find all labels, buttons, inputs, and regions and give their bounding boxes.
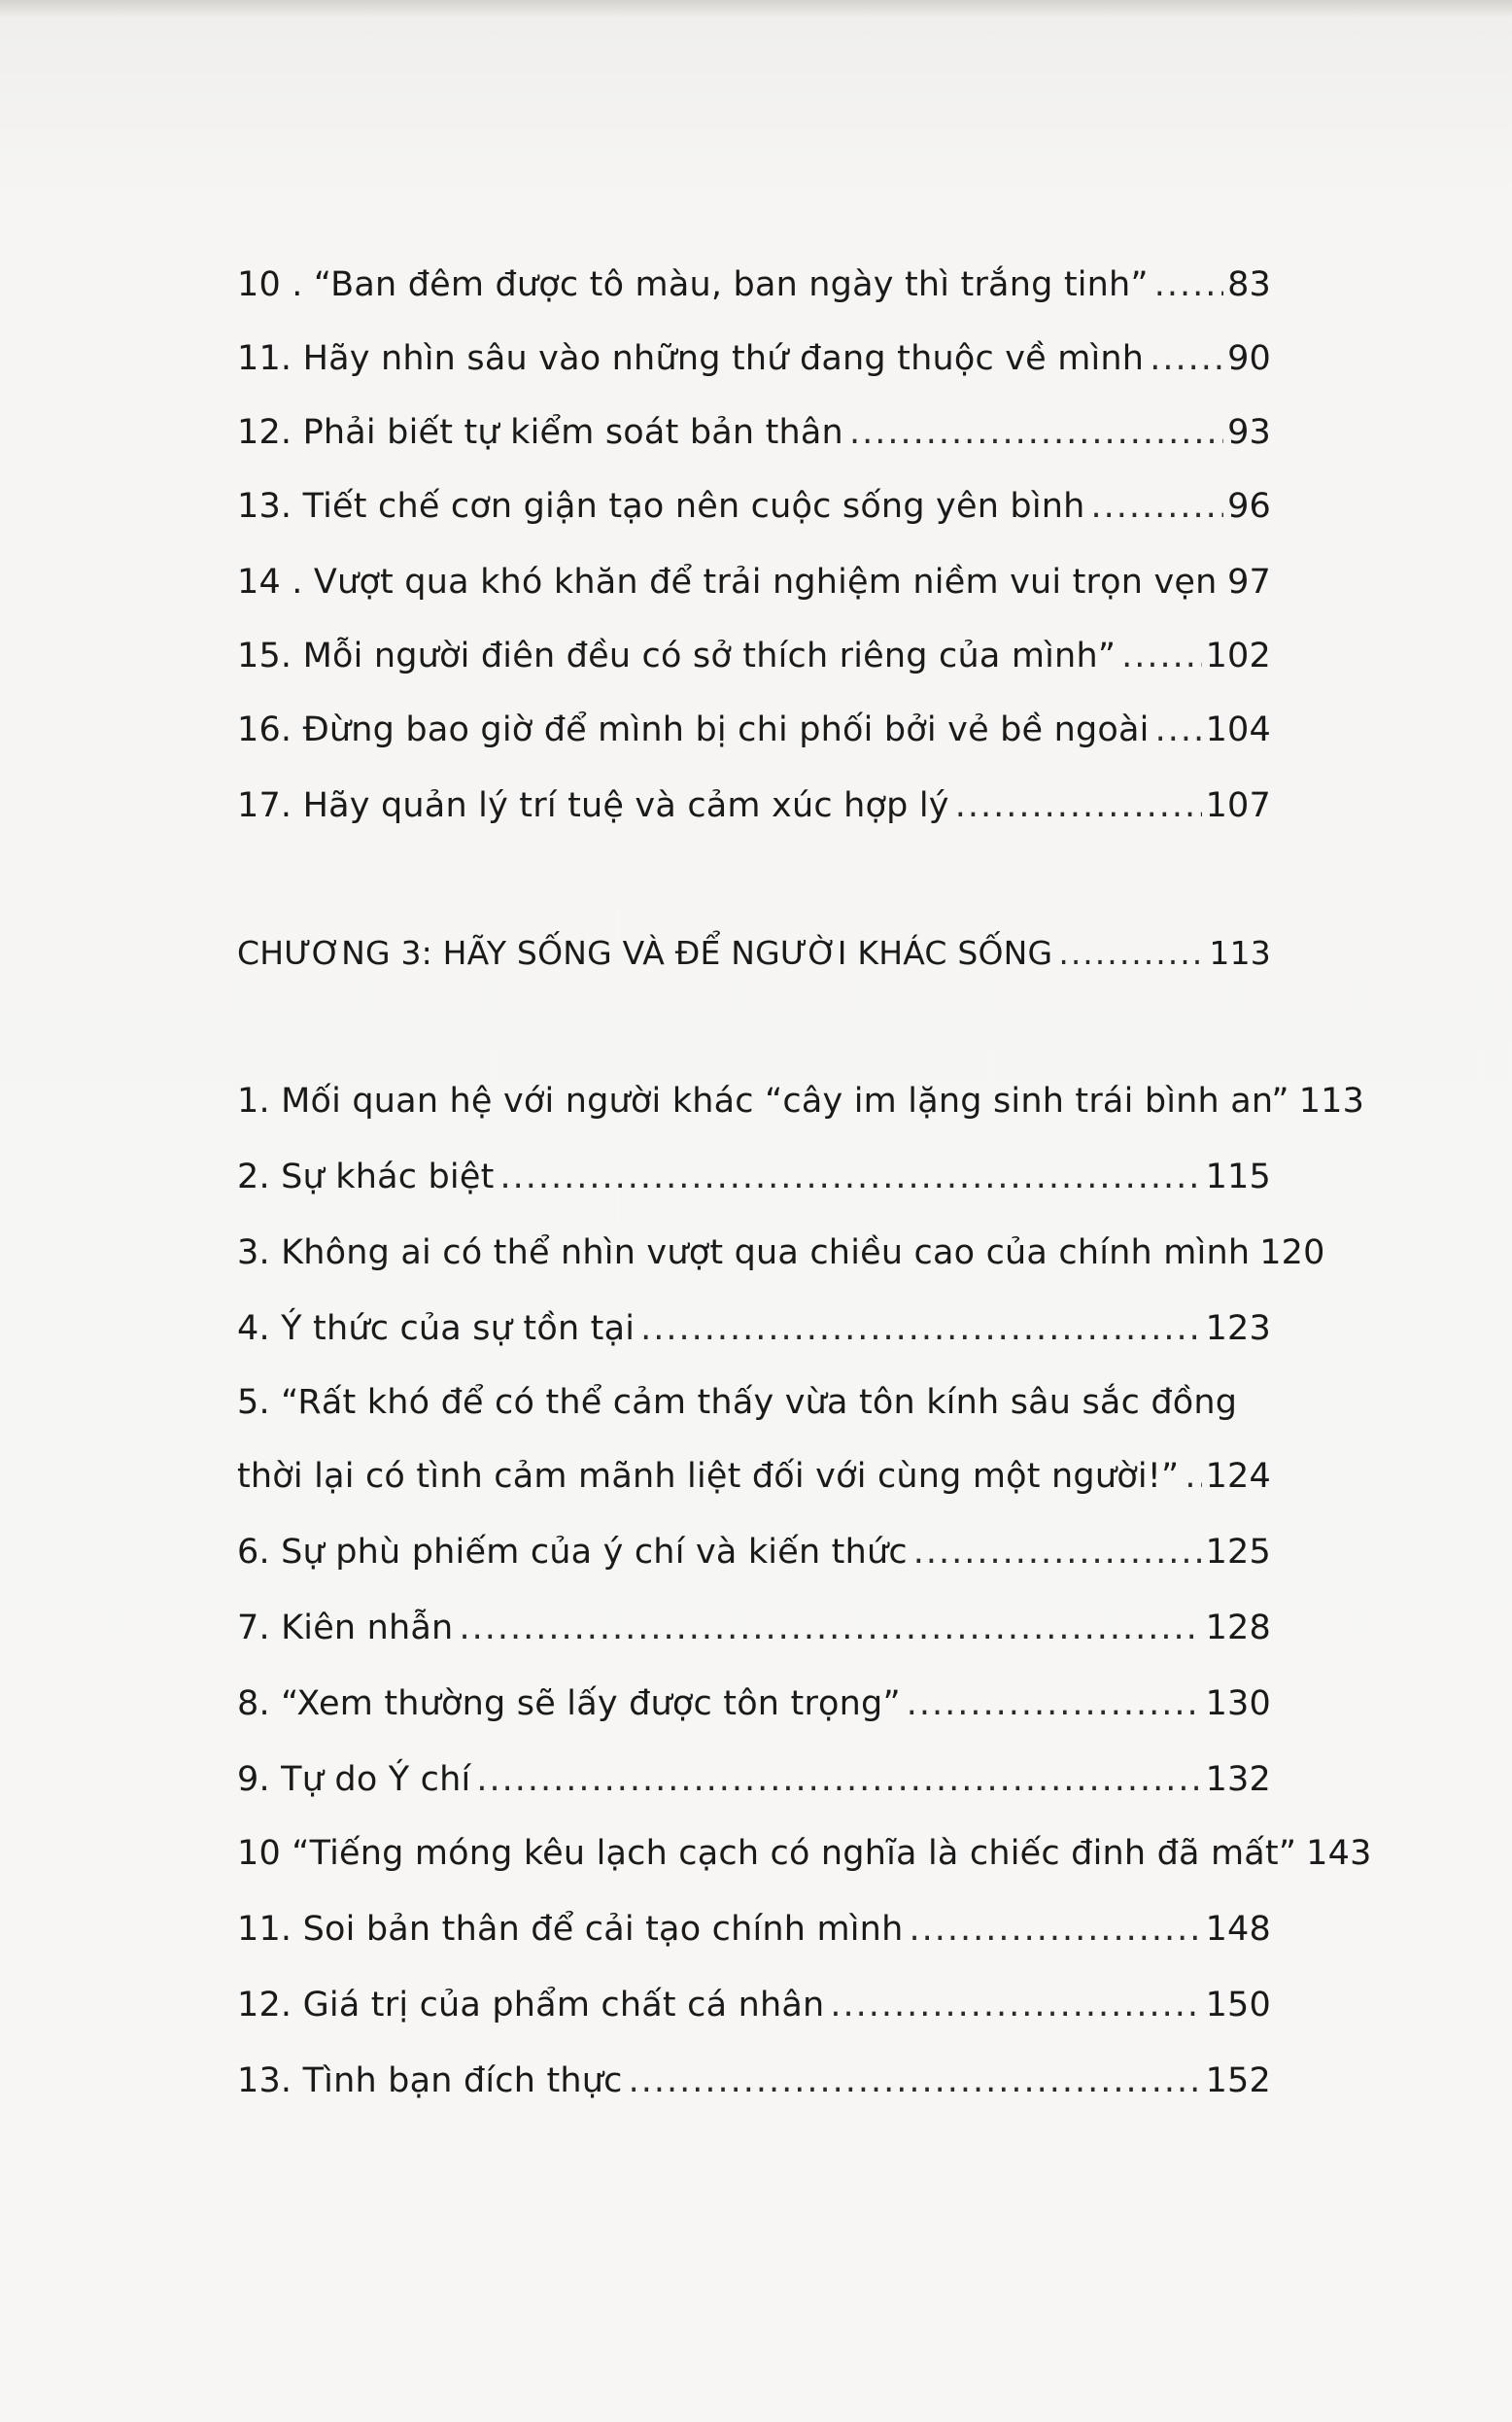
toc-entry-title: 13. Tình bạn đích thực <box>237 2061 623 2100</box>
toc-leader-dots <box>1155 700 1202 760</box>
toc-leader-dots <box>909 1899 1201 1959</box>
toc-entry <box>237 552 1271 612</box>
toc-entry-page: 123 <box>1205 1309 1271 1348</box>
toc-entry-title: 6. Sự phù phiếm của ý chí và kiến thức <box>237 1533 908 1572</box>
toc-entry <box>237 476 1271 536</box>
toc-entry <box>237 1975 1271 2035</box>
toc-entry-title: 11. Hãy nhìn sâu vào những thứ đang thuộc về mình <box>237 339 1145 378</box>
toc-entry-title: 10 . “Ban đêm được tô màu, ban ngày thì trắng tinh” <box>237 265 1149 304</box>
toc-leader-dots <box>459 1598 1201 1658</box>
toc-entry-title: 14 . Vượt qua khó khăn để trải nghiệm niềm vui trọn vẹn <box>237 563 1218 602</box>
toc-entry-page: 130 <box>1205 1684 1271 1723</box>
toc-entry <box>237 1823 1372 1884</box>
toc-entry-title: 9. Tự do Ý chí <box>237 1760 471 1799</box>
toc-entry-page: 125 <box>1205 1533 1271 1572</box>
toc-entry-title: 2. Sự khác biệt <box>237 1158 495 1196</box>
toc-leader-dots <box>830 1975 1201 2035</box>
toc-entry <box>237 700 1271 760</box>
toc-entry <box>237 776 1271 836</box>
toc-entry-page: 97 <box>1227 563 1271 602</box>
toc-entry <box>237 1674 1271 1734</box>
toc-entry-page: 96 <box>1227 487 1271 526</box>
toc-chapter-heading <box>237 923 1271 984</box>
toc-entry-title: 4. Ý thức của sự tồn tại <box>237 1309 636 1348</box>
toc-entry-page: 143 <box>1306 1834 1372 1873</box>
toc-entry <box>237 1899 1271 1959</box>
toc-entry-page: 102 <box>1205 637 1271 675</box>
toc-leader-dots <box>1222 552 1223 612</box>
toc-entry-page: 90 <box>1227 339 1271 378</box>
toc-leader-dots <box>849 402 1223 463</box>
toc-entry-title: 3. Không ai có thể nhìn vượt qua chiều cao của chính mình <box>237 1233 1251 1272</box>
toc-entry-title: 11. Soi bản thân để cải tạo chính mình <box>237 1910 904 1949</box>
toc-entry-title: 12. Giá trị của phẩm chất cá nhân <box>237 1986 825 2024</box>
toc-entry <box>237 1749 1271 1810</box>
toc-entry-page: 148 <box>1205 1910 1271 1949</box>
toc-entry-page: 113 <box>1298 1082 1365 1121</box>
toc-entry <box>237 1298 1271 1359</box>
toc-entry-page: 152 <box>1205 2061 1271 2100</box>
toc-entry <box>237 1071 1365 1131</box>
toc-entry <box>237 1522 1271 1582</box>
toc-entry-page: 115 <box>1205 1158 1271 1196</box>
toc-entry-page: 93 <box>1227 413 1271 452</box>
toc-leader-dots <box>1150 329 1223 389</box>
toc-leader-dots <box>913 1522 1202 1582</box>
toc-entry <box>237 329 1271 389</box>
toc-entry-page: 132 <box>1205 1760 1271 1799</box>
toc-leader-dots <box>500 1147 1202 1207</box>
toc-entry <box>237 1223 1325 1283</box>
toc-entry-title: 12. Phải biết tự kiểm soát bản thân <box>237 413 843 452</box>
toc-entry-title: 15. Mỗi người điên đều có sở thích riêng của mình” <box>237 637 1117 675</box>
toc-entry <box>237 626 1271 686</box>
toc-entry <box>237 1598 1271 1658</box>
toc-entry <box>237 402 1271 463</box>
toc-leader-dots <box>955 776 1202 836</box>
scan-edge <box>0 0 1512 17</box>
toc-entry <box>237 255 1271 315</box>
toc-entry-title: 13. Tiết chế cơn giận tạo nên cuộc sống yên bình <box>237 487 1085 526</box>
toc-leader-dots <box>640 1298 1201 1359</box>
toc-leader-dots <box>629 2051 1202 2111</box>
toc-entry-title: 17. Hãy quản lý trí tuệ và cảm xúc hợp lý <box>237 786 949 825</box>
toc-entry-line-2 <box>237 1446 1271 1506</box>
chapter-page: 113 <box>1209 934 1271 972</box>
toc-entry <box>237 2051 1271 2111</box>
toc-leader-dots <box>1154 255 1223 315</box>
toc-leader-dots <box>1185 1446 1201 1506</box>
chapter-title: CHƯƠNG 3: HÃY SỐNG VÀ ĐỂ NGƯỜI KHÁC SỐNG <box>237 934 1053 972</box>
toc-entry-page: 107 <box>1205 786 1271 825</box>
toc-entry-title: 1. Mối quan hệ với người khác “cây im lặng sinh trái bình an” <box>237 1082 1289 1121</box>
toc-entry-page: 120 <box>1259 1233 1325 1272</box>
toc-entry-page: 124 <box>1205 1457 1271 1496</box>
toc-leader-dots <box>1091 476 1224 536</box>
toc-entry-title: 10 “Tiếng móng kêu lạch cạch có nghĩa là chiếc đinh đã mất” <box>237 1834 1297 1873</box>
toc-leader-dots <box>476 1749 1201 1810</box>
toc-leader-dots <box>1121 626 1201 686</box>
toc-entry-page: 83 <box>1227 265 1271 304</box>
toc-leader-dots <box>1058 923 1205 984</box>
toc-entry-title: 7. Kiên nhẫn <box>237 1609 454 1647</box>
toc-entry-line-1 <box>237 1372 1271 1433</box>
toc-entry-title: 16. Đừng bao giờ để mình bị chi phối bởi vẻ bề ngoài <box>237 710 1150 749</box>
toc-entry-page: 104 <box>1205 710 1271 749</box>
toc-entry-page: 128 <box>1205 1609 1271 1647</box>
toc-entry-title: 8. “Xem thường sẽ lấy được tôn trọng” <box>237 1684 901 1723</box>
toc-leader-dots <box>907 1674 1202 1734</box>
toc-entry-page: 150 <box>1205 1986 1271 2024</box>
toc-entry-title: thời lại có tình cảm mãnh liệt đối với cùng một người!” <box>237 1457 1180 1496</box>
toc-entry <box>237 1147 1271 1207</box>
toc-entry-title: 5. “Rất khó để có thể cảm thấy vừa tôn kính sâu sắc đồng <box>237 1383 1238 1422</box>
